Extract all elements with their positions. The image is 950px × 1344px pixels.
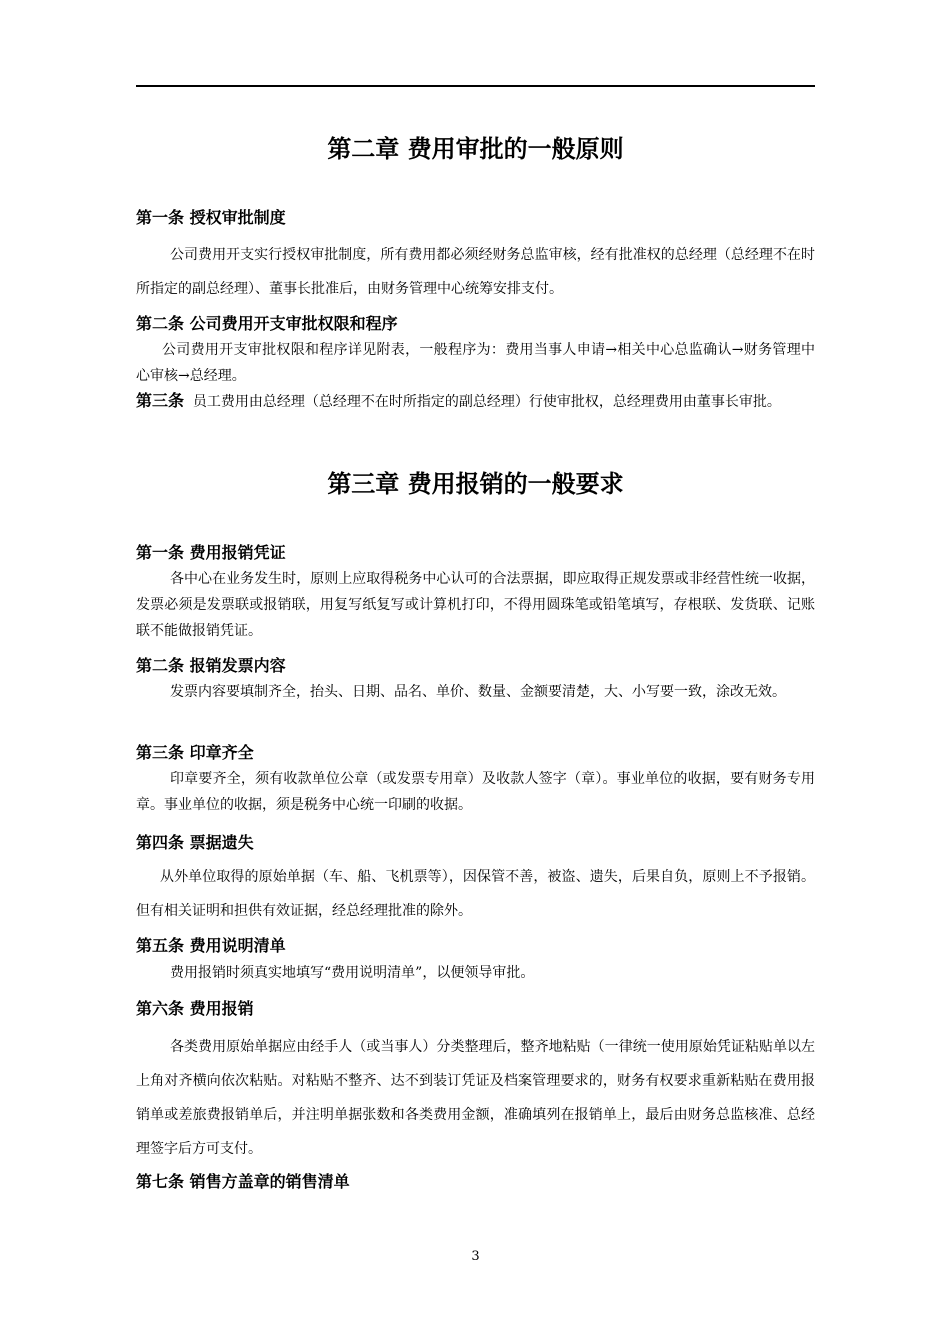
page-number: 3 bbox=[471, 1249, 480, 1264]
header-rule bbox=[136, 85, 815, 87]
ch2-article-3-label: 第三条 bbox=[136, 391, 185, 410]
chapter-3-title: 第三章 费用报销的一般要求 bbox=[327, 470, 624, 498]
ch3-article-3-title: 第三条 印章齐全 bbox=[136, 743, 254, 762]
ch3-article-6-title: 第六条 费用报销 bbox=[136, 999, 254, 1018]
ch3-article-6-body: 各类费用原始单据应由经手人（或当事人）分类整理后，整齐地粘贴（一律统一使用原始凭证粘贴单以左上角对齐横向依次粘贴。对粘贴不整齐、达不到装订凭证及档案管理要求的，财务有权要求重新粘贴在费用报销单或差旅费报销单后，并注明单据张数和各类费用金额，准确填列在报销单上，最后由财务总监核准、总经理签字后方可支付。 bbox=[136, 1039, 815, 1157]
ch2-article-2-body: 公司费用开支审批权限和程序详见附表，一般程序为：费用当事人申请→相关中心总监确认→财务管理中心审核→总经理。 bbox=[136, 342, 815, 384]
ch3-article-1-title: 第一条 费用报销凭证 bbox=[136, 543, 286, 562]
ch3-article-4-title: 第四条 票据遗失 bbox=[136, 833, 254, 852]
ch2-article-3 bbox=[136, 388, 815, 415]
ch3-article-5-body: 费用报销时须真实地填写“费用说明清单”，以便领导审批。 bbox=[170, 965, 535, 981]
ch2-article-1-title: 第一条 授权审批制度 bbox=[136, 208, 286, 227]
ch2-article-2-title: 第二条 公司费用开支审批权限和程序 bbox=[136, 314, 398, 333]
ch3-article-2-body: 发票内容要填制齐全，抬头、日期、品名、单价、数量、金额要清楚，大、小写要一致，涂改无效。 bbox=[170, 684, 786, 700]
ch2-article-1-body: 公司费用开支实行授权审批制度，所有费用都必须经财务总监审核，经有批准权的总经理（总经理不在时所指定的副总经理）、董事长批准后，由财务管理中心统筹安排支付。 bbox=[136, 247, 815, 297]
ch3-article-4-body: 从外单位取得的原始单据（车、船、飞机票等），因保管不善，被盗、遗失，后果自负，原则上不予报销。但有相关证明和担供有效证据，经总经理批准的除外。 bbox=[136, 869, 815, 919]
ch3-article-7-title: 第七条 销售方盖章的销售清单 bbox=[136, 1172, 350, 1191]
ch3-article-5-title: 第五条 费用说明清单 bbox=[136, 936, 286, 955]
ch2-article-3-body: 员工费用由总经理（总经理不在时所指定的副总经理）行使审批权，总经理费用由董事长审批。 bbox=[192, 394, 781, 410]
chapter-2-title: 第二章 费用审批的一般原则 bbox=[327, 135, 624, 163]
ch3-article-3-body: 印章要齐全，须有收款单位公章（或发票专用章）及收款人签字（章）。事业单位的收据，要有财务专用章。事业单位的收据，须是税务中心统一印刷的收据。 bbox=[136, 771, 815, 813]
ch3-article-2-title: 第二条 报销发票内容 bbox=[136, 656, 286, 675]
ch3-article-1-body: 各中心在业务发生时，原则上应取得税务中心认可的合法票据，即应取得正规发票或非经营性统一收据，发票必须是发票联或报销联，用复写纸复写或计算机打印，不得用圆珠笔或铅笔填写，存根联、发货联、记账联不能做报销凭证。 bbox=[136, 571, 815, 639]
